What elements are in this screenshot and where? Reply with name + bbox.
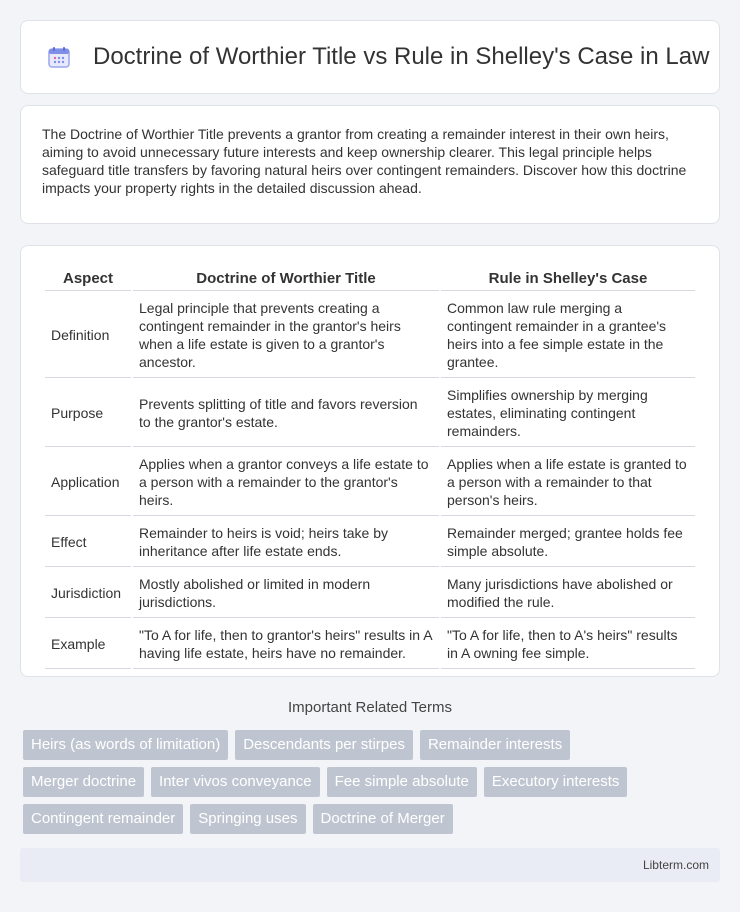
row-worthier-title: Applies when a grantor conveys a life estate to a person with a remainder to the grantor's heirs. (133, 449, 439, 516)
row-aspect: Jurisdiction (45, 569, 131, 618)
tag-springing-uses[interactable]: Springing uses (190, 804, 305, 834)
related-terms-list (23, 730, 723, 841)
tag-doctrine-of-merger[interactable]: Doctrine of Merger (313, 804, 453, 834)
tag-contingent-remainder[interactable]: Contingent remainder (23, 804, 183, 834)
intro-paragraph: The Doctrine of Worthier Title prevents a grantor from creating a remainder interest in their own heirs, aiming to avoid unnecessary future interests and keep ownership clearer. This legal principle helps safeguard title transfers by favoring natural heirs over contingent remainders. Discover how this doctrine impacts your property rights in the detailed discussion ahead. (42, 126, 687, 196)
table-row (45, 293, 695, 378)
row-shelleys-case: Simplifies ownership by merging estates, eliminating contingent remainders. (441, 380, 695, 447)
calendar-icon (47, 45, 71, 69)
tag-remainder-interests[interactable]: Remainder interests (420, 730, 570, 760)
row-aspect: Purpose (45, 380, 131, 447)
row-aspect: Definition (45, 293, 131, 378)
header-aspect: Aspect (45, 267, 131, 291)
footer-site-link[interactable]: Libterm.com (642, 858, 709, 872)
comparison-card (20, 245, 720, 677)
tag-row (23, 767, 723, 797)
row-worthier-title: Mostly abolished or limited in modern jurisdictions. (133, 569, 439, 618)
tag-inter-vivos-conveyance[interactable]: Inter vivos conveyance (151, 767, 320, 797)
row-worthier-title: Legal principle that prevents creating a contingent remainder in the grantor's heirs when a life estate is given to a grantor's ancestor. (133, 293, 439, 378)
row-aspect: Example (45, 620, 131, 669)
row-worthier-title: Remainder to heirs is void; heirs take by inheritance after life estate ends. (133, 518, 439, 567)
table-row (45, 518, 695, 567)
table-header-row (45, 267, 695, 291)
header-shelleys-case: Rule in Shelley's Case (441, 267, 695, 291)
tag-merger-doctrine[interactable]: Merger doctrine (23, 767, 144, 797)
header-card (20, 20, 720, 94)
row-aspect: Application (45, 449, 131, 516)
tag-fee-simple-absolute[interactable]: Fee simple absolute (327, 767, 477, 797)
tag-executory-interests[interactable]: Executory interests (484, 767, 628, 797)
tag-descendants-per-stirpes[interactable]: Descendants per stirpes (235, 730, 413, 760)
table-row (45, 380, 695, 447)
comparison-table (43, 265, 697, 671)
row-aspect: Effect (45, 518, 131, 567)
intro-card (20, 105, 720, 224)
row-shelleys-case: Remainder merged; grantee holds fee simple absolute. (441, 518, 695, 567)
table-row (45, 620, 695, 669)
row-worthier-title: "To A for life, then to grantor's heirs" results in A having life estate, heirs have no remainder. (133, 620, 439, 669)
table-row (45, 569, 695, 618)
row-worthier-title: Prevents splitting of title and favors reversion to the grantor's estate. (133, 380, 439, 447)
page-title: Doctrine of Worthier Title vs Rule in Shelley's Case in Law (93, 43, 710, 70)
row-shelleys-case: "To A for life, then to A's heirs" results in A owning fee simple. (441, 620, 695, 669)
table-row (45, 449, 695, 516)
row-shelleys-case: Applies when a life estate is granted to a person with a remainder to that person's heirs. (441, 449, 695, 516)
tag-row (23, 804, 723, 834)
header-worthier-title: Doctrine of Worthier Title (133, 267, 439, 291)
tag-heirs-words-of-limitation[interactable]: Heirs (as words of limitation) (23, 730, 228, 760)
row-shelleys-case: Common law rule merging a contingent remainder in a grantee's heirs into a fee simple estate in the grantee. (441, 293, 695, 378)
tag-row (23, 730, 723, 760)
footer (20, 848, 720, 882)
row-shelleys-case: Many jurisdictions have abolished or modified the rule. (441, 569, 695, 618)
related-terms-title: Important Related Terms (288, 699, 452, 716)
